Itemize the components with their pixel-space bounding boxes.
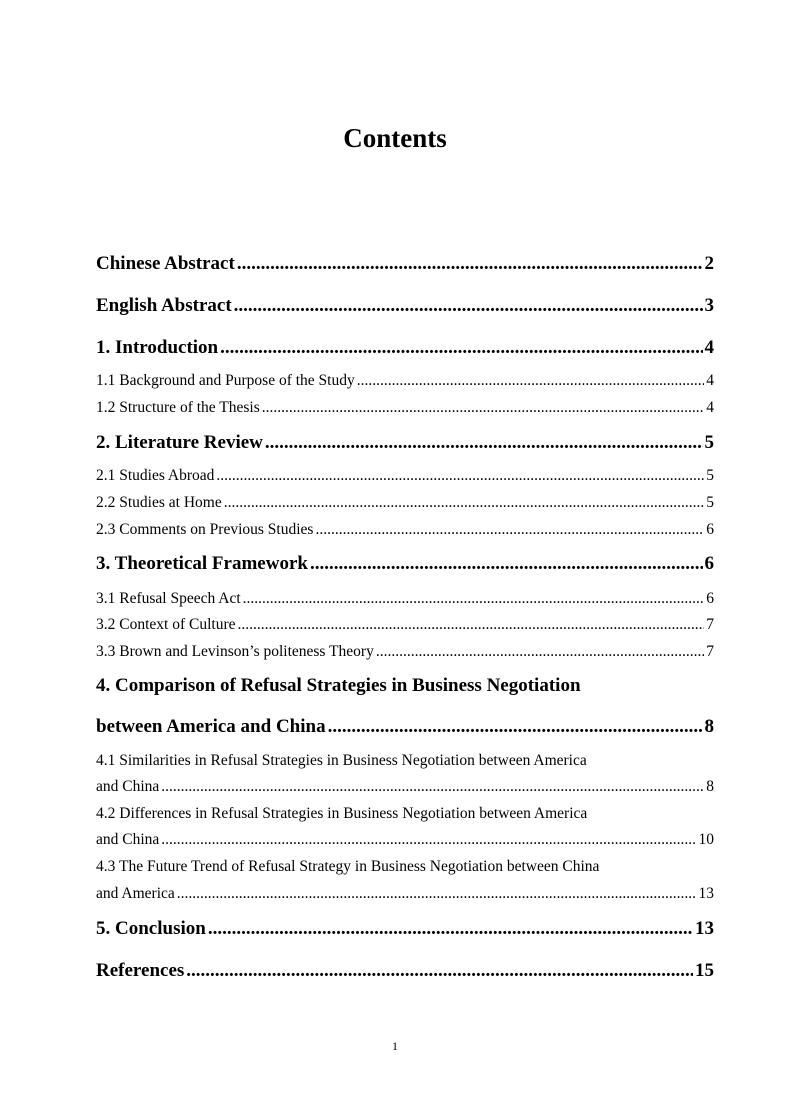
toc-entry-text: 1.2 Structure of the Thesis	[96, 399, 260, 416]
toc-page-number: 4	[704, 337, 714, 358]
toc-page-number: 3	[704, 295, 714, 316]
toc-entry-2-2[interactable]	[96, 492, 714, 514]
toc-entry-introduction[interactable]	[96, 335, 714, 361]
toc-page-number: 5	[706, 494, 714, 511]
dot-leader	[310, 551, 703, 577]
page-footer-number: 1	[392, 1039, 398, 1053]
toc-entry-text: 3. Theoretical Framework	[96, 553, 308, 574]
toc-entry-4-2[interactable]	[96, 829, 714, 851]
dot-leader	[186, 958, 693, 984]
toc-entry-text: between America and China	[96, 716, 326, 737]
toc-entry-text: and China	[96, 831, 160, 848]
toc-entry-text: 2.3 Comments on Previous Studies	[96, 521, 314, 538]
toc-page-number: 8	[704, 716, 714, 737]
toc-page-number: 8	[706, 778, 714, 795]
toc-entry-text: References	[96, 960, 185, 981]
toc-entry-comparison-line1[interactable]: 4. Comparison of Refusal Strategies in Business Negotiation	[96, 675, 581, 696]
toc-entry-1-2[interactable]	[96, 397, 714, 419]
dot-leader	[265, 430, 703, 456]
toc-entry-text: 3.1 Refusal Speech Act	[96, 590, 241, 607]
toc-page-number: 6	[704, 553, 714, 574]
toc-entry-text: 2. Literature Review	[96, 432, 263, 453]
toc-entry-english-abstract[interactable]	[96, 293, 714, 319]
toc-entry-text: Chinese Abstract	[96, 253, 235, 274]
toc-page-number: 15	[695, 960, 714, 981]
toc-page-number: 6	[706, 521, 714, 538]
dot-leader	[216, 465, 704, 487]
dot-leader	[224, 492, 705, 514]
toc-entry-4-1-line1[interactable]: 4.1 Similarities in Refusal Strategies in Business Negotiation between America	[96, 752, 587, 769]
toc-entry-text: 3.2 Context of Culture	[96, 616, 236, 633]
toc-entry-3-1[interactable]	[96, 588, 714, 610]
dot-leader	[161, 776, 704, 798]
toc-entry-text: 3.3 Brown and Levinson’s politeness Theory	[96, 643, 374, 660]
dot-leader	[238, 614, 705, 636]
dot-leader	[237, 251, 703, 277]
toc-entry-3-2[interactable]	[96, 614, 714, 636]
toc-page-number: 4	[706, 399, 714, 416]
dot-leader	[177, 883, 697, 905]
toc-entry-theoretical-framework[interactable]	[96, 551, 714, 577]
toc-page-number: 5	[704, 432, 714, 453]
toc-entry-4-3-line1[interactable]: 4.3 The Future Trend of Refusal Strategy in Business Negotiation between China	[96, 858, 600, 875]
toc-entry-references[interactable]	[96, 958, 714, 984]
toc-entry-4-3[interactable]	[96, 883, 714, 905]
dot-leader	[234, 293, 703, 319]
dot-leader	[357, 370, 705, 392]
dot-leader	[315, 519, 704, 541]
dot-leader	[208, 916, 693, 942]
toc-entry-text: 2.2 Studies at Home	[96, 494, 222, 511]
toc-entry-text: and America	[96, 885, 175, 902]
toc-page-number: 6	[706, 590, 714, 607]
toc-page-number: 10	[698, 831, 714, 848]
toc-page-number: 13	[698, 885, 714, 902]
toc-entry-text: English Abstract	[96, 295, 232, 316]
toc-entry-text: 2.1 Studies Abroad	[96, 467, 215, 484]
toc-entry-chinese-abstract[interactable]	[96, 251, 714, 277]
toc-page-number: 13	[695, 918, 714, 939]
toc-entry-3-3[interactable]	[96, 641, 714, 663]
dot-leader	[262, 397, 705, 419]
toc-entry-literature-review[interactable]	[96, 430, 714, 456]
toc-entry-text: 1. Introduction	[96, 337, 219, 358]
toc-entry-text: 5. Conclusion	[96, 918, 206, 939]
toc-page-number: 5	[706, 467, 714, 484]
toc-entry-comparison[interactable]	[96, 714, 714, 740]
toc-entry-1-1[interactable]	[96, 370, 714, 392]
toc-page-number: 7	[706, 643, 714, 660]
toc-page-number: 4	[706, 372, 714, 389]
dot-leader	[220, 335, 702, 361]
toc-entry-conclusion[interactable]	[96, 916, 714, 942]
toc-entry-2-1[interactable]	[96, 465, 714, 487]
dot-leader	[243, 588, 705, 610]
toc-entry-text: 1.1 Background and Purpose of the Study	[96, 372, 355, 389]
toc-entry-2-3[interactable]	[96, 519, 714, 541]
page-title: Contents	[343, 123, 447, 153]
dot-leader	[328, 714, 703, 740]
toc-page-number: 2	[704, 253, 714, 274]
toc-entry-4-2-line1[interactable]: 4.2 Differences in Refusal Strategies in Business Negotiation between America	[96, 805, 588, 822]
toc-entry-4-1[interactable]	[96, 776, 714, 798]
toc-page-number: 7	[706, 616, 714, 633]
toc-entry-text: and China	[96, 778, 160, 795]
dot-leader	[376, 641, 704, 663]
dot-leader	[161, 829, 696, 851]
